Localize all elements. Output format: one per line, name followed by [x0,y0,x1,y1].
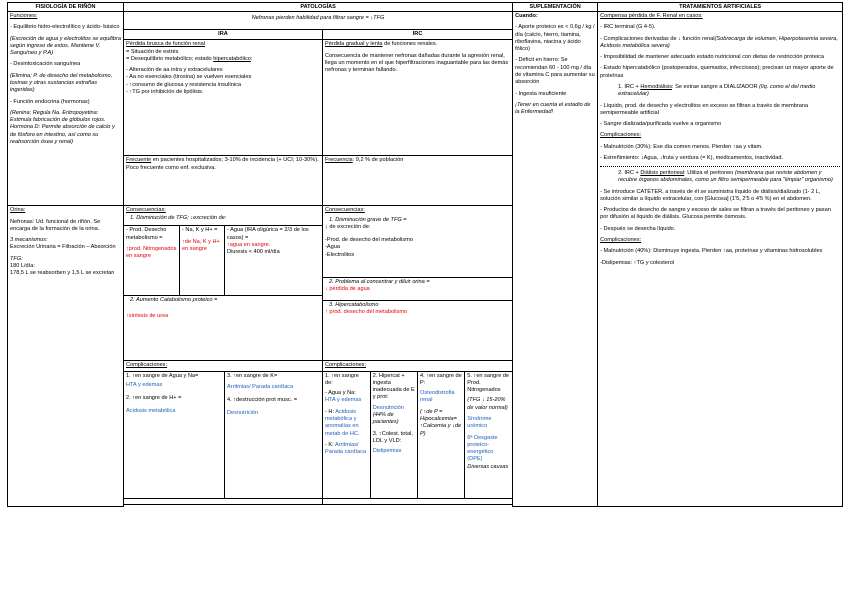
irc-c1d: -Agua [325,244,340,251]
irc-header: IRC [323,30,513,40]
ira-c1b-1: - Na, K y H+ = [182,227,218,234]
ira-k12-cell [124,371,225,498]
irc-c2: 2. Problema al concentrar y diluir orina = [329,279,430,285]
main-table [7,2,843,507]
irc-k2-r: Desnutrición [372,404,404,411]
ira-c1: 1. Disminución de TFG; ↓excreción de: [130,214,227,221]
irc-compl-cell [323,371,513,498]
trat-dp2: - Productos de desecho de sangre y exceso de sales se filtran a través del peritoneo y pasan por difusión al líquido de diálisis. Glucosa permite ósmosis. [600,207,831,221]
irc-def1: Consecuencia de mantener nefronas dañadas durante la agresión renal, llega un momento en el que hiperfiltraciones inaguantable para las demás nefronas y terminan fallando. [325,52,509,74]
header-tratamientos: TRATAMIENTOS ARTIFICIALES [598,3,843,12]
irc-frec-b: : 9,2 % de población [352,157,404,164]
ira-k1-r: HTA y edemas [126,381,163,388]
fisio-orina2: Excreción Urinaria = Filtración – Absorción [10,244,116,251]
ira-k3-t: 3. ↑en sangre de K= [227,372,278,379]
irc-k4-n1: ( ↑de P = Hipocalcemia= [420,408,457,422]
ira-c1a-cell [124,226,180,296]
irc-k1-a: - Agua y Na: [325,390,356,397]
trat-hd2: - Sangre dializada/purificada vuelve a organismo [600,121,722,128]
header-suplementacion: SUPLEMENTACIÓN [513,3,598,12]
irc-k23-cell [370,372,417,498]
trat-t4: - Estado hipercatabólico (postoperados, quemados, infecciosos); precisan un mayor aporte de proteínas [600,65,834,79]
ira-k1-t: 1. ↑en sangre de Agua y Na= [126,372,199,379]
ira-c2: 2. Aumento Catabolismo proteico = [130,297,218,304]
irc-k5-t: 5. ↑en sangre de Prod. Nitrogenados [467,372,509,394]
ira-consec-title: Consecuencias: [126,207,166,214]
irc-frec-a: Frecuencia [325,157,353,164]
fisio-orina-cell [8,206,124,507]
ira-c1a-1: - Prod. Desecho metabolismo = [126,227,167,241]
ira-def-title: Pérdida brusca de función renal [126,41,205,48]
ira-k34-cell [225,371,323,498]
ira-def2b: hipercatabólico [213,55,251,62]
fisio-orina1: Nefronas: Ud. funcional de riñón. Se encarga de la formación de la orina. [10,218,101,232]
ira-k2-r: Acidosis metabólica [126,408,176,415]
page [7,2,840,507]
fisio-tfg1: 180 L/día: [10,263,35,269]
irc-k1-br: Acidosis metabólica y anomalías en metab de HC. [325,408,360,437]
irc-k1-c: - K: [325,441,335,448]
ira-c1c-3: Diuresis < 400 ml/día [227,249,280,256]
fisio-f1-note: (Excreción de agua y electrolitos se equilibra según ingreso de estos. Mantiene V. Sanguíneo y P.A) [10,35,122,57]
trat-hd-rest: : Se extrae sangre a DIALIZADOR [672,84,760,90]
irc-c2r: ↓ pérdida de agua [325,286,370,293]
fisio-funciones-cell [8,12,124,206]
ira-frec-a: Frecuente [126,157,152,164]
irc-def-title: Pérdida gradual y lenta [325,41,383,48]
trat-t2-note: (Sobrecarga de volumen, Hiperpotasemia severa, Acidosis metabólica severa) [600,35,838,49]
fisio-orina-title: Orina: [10,207,26,214]
trat-dp-name: Diálisis peritoneal [640,170,685,177]
ira-def5: - ↑consumo de glucosa y resistencia insulínica [126,81,242,88]
irc-k4-n2: ↑Calcemia y ↓de P) [420,423,462,437]
irc-k2-t: 2. Hipercat + ingesta inadecuada de E y prot: [372,372,415,401]
ira-k3-r: Arritmias/ Parada cardíaca [227,383,294,390]
ira-c1b-cell [180,226,225,296]
ira-c2-cell [124,296,323,361]
supl-cuando: Cuando: [515,13,538,20]
header-patologias: PATOLOGÍAS [124,3,513,12]
irc-c1e: -Electrolitos [325,251,355,258]
ira-c1c-1: - Agua (IRA oligúrica = 2/3 de los casos) = [227,227,309,241]
ira-c2r: ↑síntesis de urea [126,312,169,319]
ira-def6: - ↑TG por inhibición de lipólisis. [126,89,204,95]
irc-consec-cell [323,206,513,361]
trat-dp-c1: - Malnutrición (40%): Disminuye ingesta. Pierden ↑aa, proteínas y vitaminas hidrosolubles [600,248,823,255]
ira-compl-title-cell [124,361,323,371]
irc-def-title2: de funciones renales. [382,41,438,48]
irc-k6-n: Diversas causas [467,463,509,470]
trat-hd-name: Hemodiálisis [640,84,673,90]
irc-k2-n: (44% de pacientes) [372,412,399,426]
trat-hd-prefix: 1. IRC + [618,84,641,90]
trat-dp-comp: Complicaciones: [600,236,642,243]
supl-s1: - Aporte proteico es < 0,6g / kg / día (calcio, hierro, tiamina, riboflavina, niacina y ácido fólico) [515,24,595,53]
trat-hd-note: (líq. como el del medio extracelular) [618,84,816,98]
ira-header: IRA [124,30,323,40]
irc-k6-t: 6ª Desgaste proteico-energético (DPE) [467,434,498,463]
trat-hd-c1: - Malnutrición (30%): Ese día comen menos. Pierden ↑aa y vitam. [600,143,763,150]
irc-compl-title-cell [323,361,513,371]
trat-hd-c2: - Estreñimiento: ↓Agua, ↓fruta y verdura (= K), medicamentos, inactividad. [600,154,784,161]
trat-dp3: - Después se desecha líquido. [600,225,676,232]
ira-k4-r: Desnutrición [227,410,259,417]
trat-t2: - Complicaciones derivadas de ↓ función renal [600,35,715,42]
supl-s2: - Déficit en hierro: Se recomiendan 60 - 100 mg / día de vitamina C para aumentar su absorción [515,57,595,86]
fisio-f3-note: (Renina; Regula Na. Eritropoyetina: Estimula fabricación de glóbulos rojos. Hormona D: Permite absorción de calcio y de fósforo en intestino, así como su reabsorción ósea y renal) [10,109,115,145]
trat-dp-c2: -Dislipemias: ↑TG y colesterol [600,259,675,266]
irc-k4-cell [418,372,465,498]
fisio-tfg2: 178,5 L se reabsorben y 1,5 L se excretan [10,270,115,277]
irc-compl-table [323,372,512,498]
irc-c3-block [323,300,512,318]
irc-frec-cell [323,156,513,206]
irc-c2-block [323,277,512,300]
pato-top: Nefronas pierden habilidad para filtrar sangre = ↓TFG [124,12,513,30]
irc-k1-t: 1. ↑en sangre de: [325,372,359,386]
fisio-f3: - Función endocrina (hormonas) [10,98,90,105]
ira-c1c-cell [225,226,323,296]
irc-compl-title: Complicaciones: [325,362,367,369]
trat-dp-prefix: 2. IRC + [618,170,641,177]
ira-def4: - Aa no esenciales (tirosina) se vuelven esenciales [126,74,252,81]
ira-frec-b: en pacientes hospitalizados; 3-10% de incidencia (+ UCI; 10-30%). Poco frecuente como enf. exclusiva. [126,157,319,171]
trat-t1: - IRC terminal (G 4-5). [600,24,656,31]
ira-c1b-2: ↑de Na, K y H+ en sangre [182,238,220,252]
fisio-orina2-title: 3 mecanismos: [10,237,48,244]
irc-c3r: ↑ prod. desecho del metabolismo [325,308,408,315]
divider [600,166,840,167]
irc-c3: 3. Hipercatabolismo [329,301,379,308]
ira-k2-t: 2. ↑en sangre de H+ = [126,395,182,402]
trat-hd-comp: Complicaciones: [600,132,642,139]
fisio-f2: - Desintoxicación sanguínea [10,61,81,68]
ira-frec-cell [124,156,323,206]
fisio-tfg: TFG: [10,255,23,262]
header-fisiologia: FISIOLOGÍA DE RIÑÓN [8,3,124,12]
ira-k4-t: 4. ↑destrucción prot musc. = [227,397,298,404]
irc-k5-r: Síndrome urémico [467,416,492,430]
irc-k1-cell [323,372,370,498]
irc-def-cell [323,40,513,156]
ira-c1c-2: ↑agua en sangre. [227,241,271,248]
ira-compl-title: Complicaciones: [126,362,168,369]
ira-consec-cell [124,206,323,226]
irc-c1: 1. Disminución grave de TFG = [329,216,407,223]
irc-c1b: ↓ de excreción de: [325,223,371,230]
trat-dp-rest: : Utiliza el peritoneo [684,170,735,177]
trat-hd1: - Líquido, prod. de desecho y electrolitos en exceso se filtran a través de membrana semipermeable artificial [600,102,809,116]
fisio-funciones-title: Funciones: [10,13,38,20]
fisio-f2-note: (Elimina; P. de desecho del metabolismo, toxinas y otras sustancias extrañas ingeridas) [10,72,113,94]
irc-c1c: -Prod. de desecho del metabolismo [325,237,413,244]
irc-k3-t: 3. ↑Colest. total, LDL y VLD: [372,430,413,444]
irc-k4-r: Osteodistrofia renal [420,390,455,404]
fisio-f1: - Equilibrio hidro-electrolítico y ácido- básico [10,24,120,31]
irc-k56-cell [465,372,512,498]
irc-k5-n: (TFG ↓ 15-20% de valor normal) [467,397,508,411]
irc-k1-cr: Arritmias/ Parada cardíaca [325,441,367,456]
supl-s4: ¡Tener en cuenta el estadio de la Enfermedad! [515,101,591,116]
trat-dp-note: (membrana que reviste abdomen y recubre órganos abdominales, como un filtro semipermeable para "limpiar" organismo) [618,170,833,184]
irc-k1-ar: HTA y edemas [325,397,362,404]
supl-s3: - Ingesta insuficiente [515,90,567,97]
spacer-cell [124,504,513,507]
trat-dp1: - Se introduce CATÉTER, a través de él se suministra líquido de diálisis/dializado (1- 2 L, solución similar a líquido extracelular, con [Glucosa] (1'5, 2'5 o 4'5 %) en el abdomen. [600,188,821,202]
trat-title: Compensa pérdida de F. Renal en casos: [600,13,703,20]
ira-def2a: = Desequilibrio metabólico; estado [126,55,214,62]
ira-def1: = Situación de estrés [126,48,179,55]
irc-k3-r: Dislipemias [372,448,402,455]
irc-k4-t: 4. ↑en sangre de P: [420,372,462,386]
irc-k1-b: - H: [325,408,336,415]
irc-consec-title: Consecuencias: [325,207,365,214]
ira-def2c: : [250,55,253,62]
ira-c1a-2: ↑prod. Nitrogenados en sangre [126,245,177,260]
ira-def-cell [124,40,323,156]
trat-t3: - Imposibilidad de mantener adecuado estado nutricional con dietas de restricción proteica [600,54,824,61]
ira-def3: - Alteración de aa intra y extracelulares [126,67,223,74]
supl-cell [513,12,598,507]
trat-cell [598,12,843,507]
